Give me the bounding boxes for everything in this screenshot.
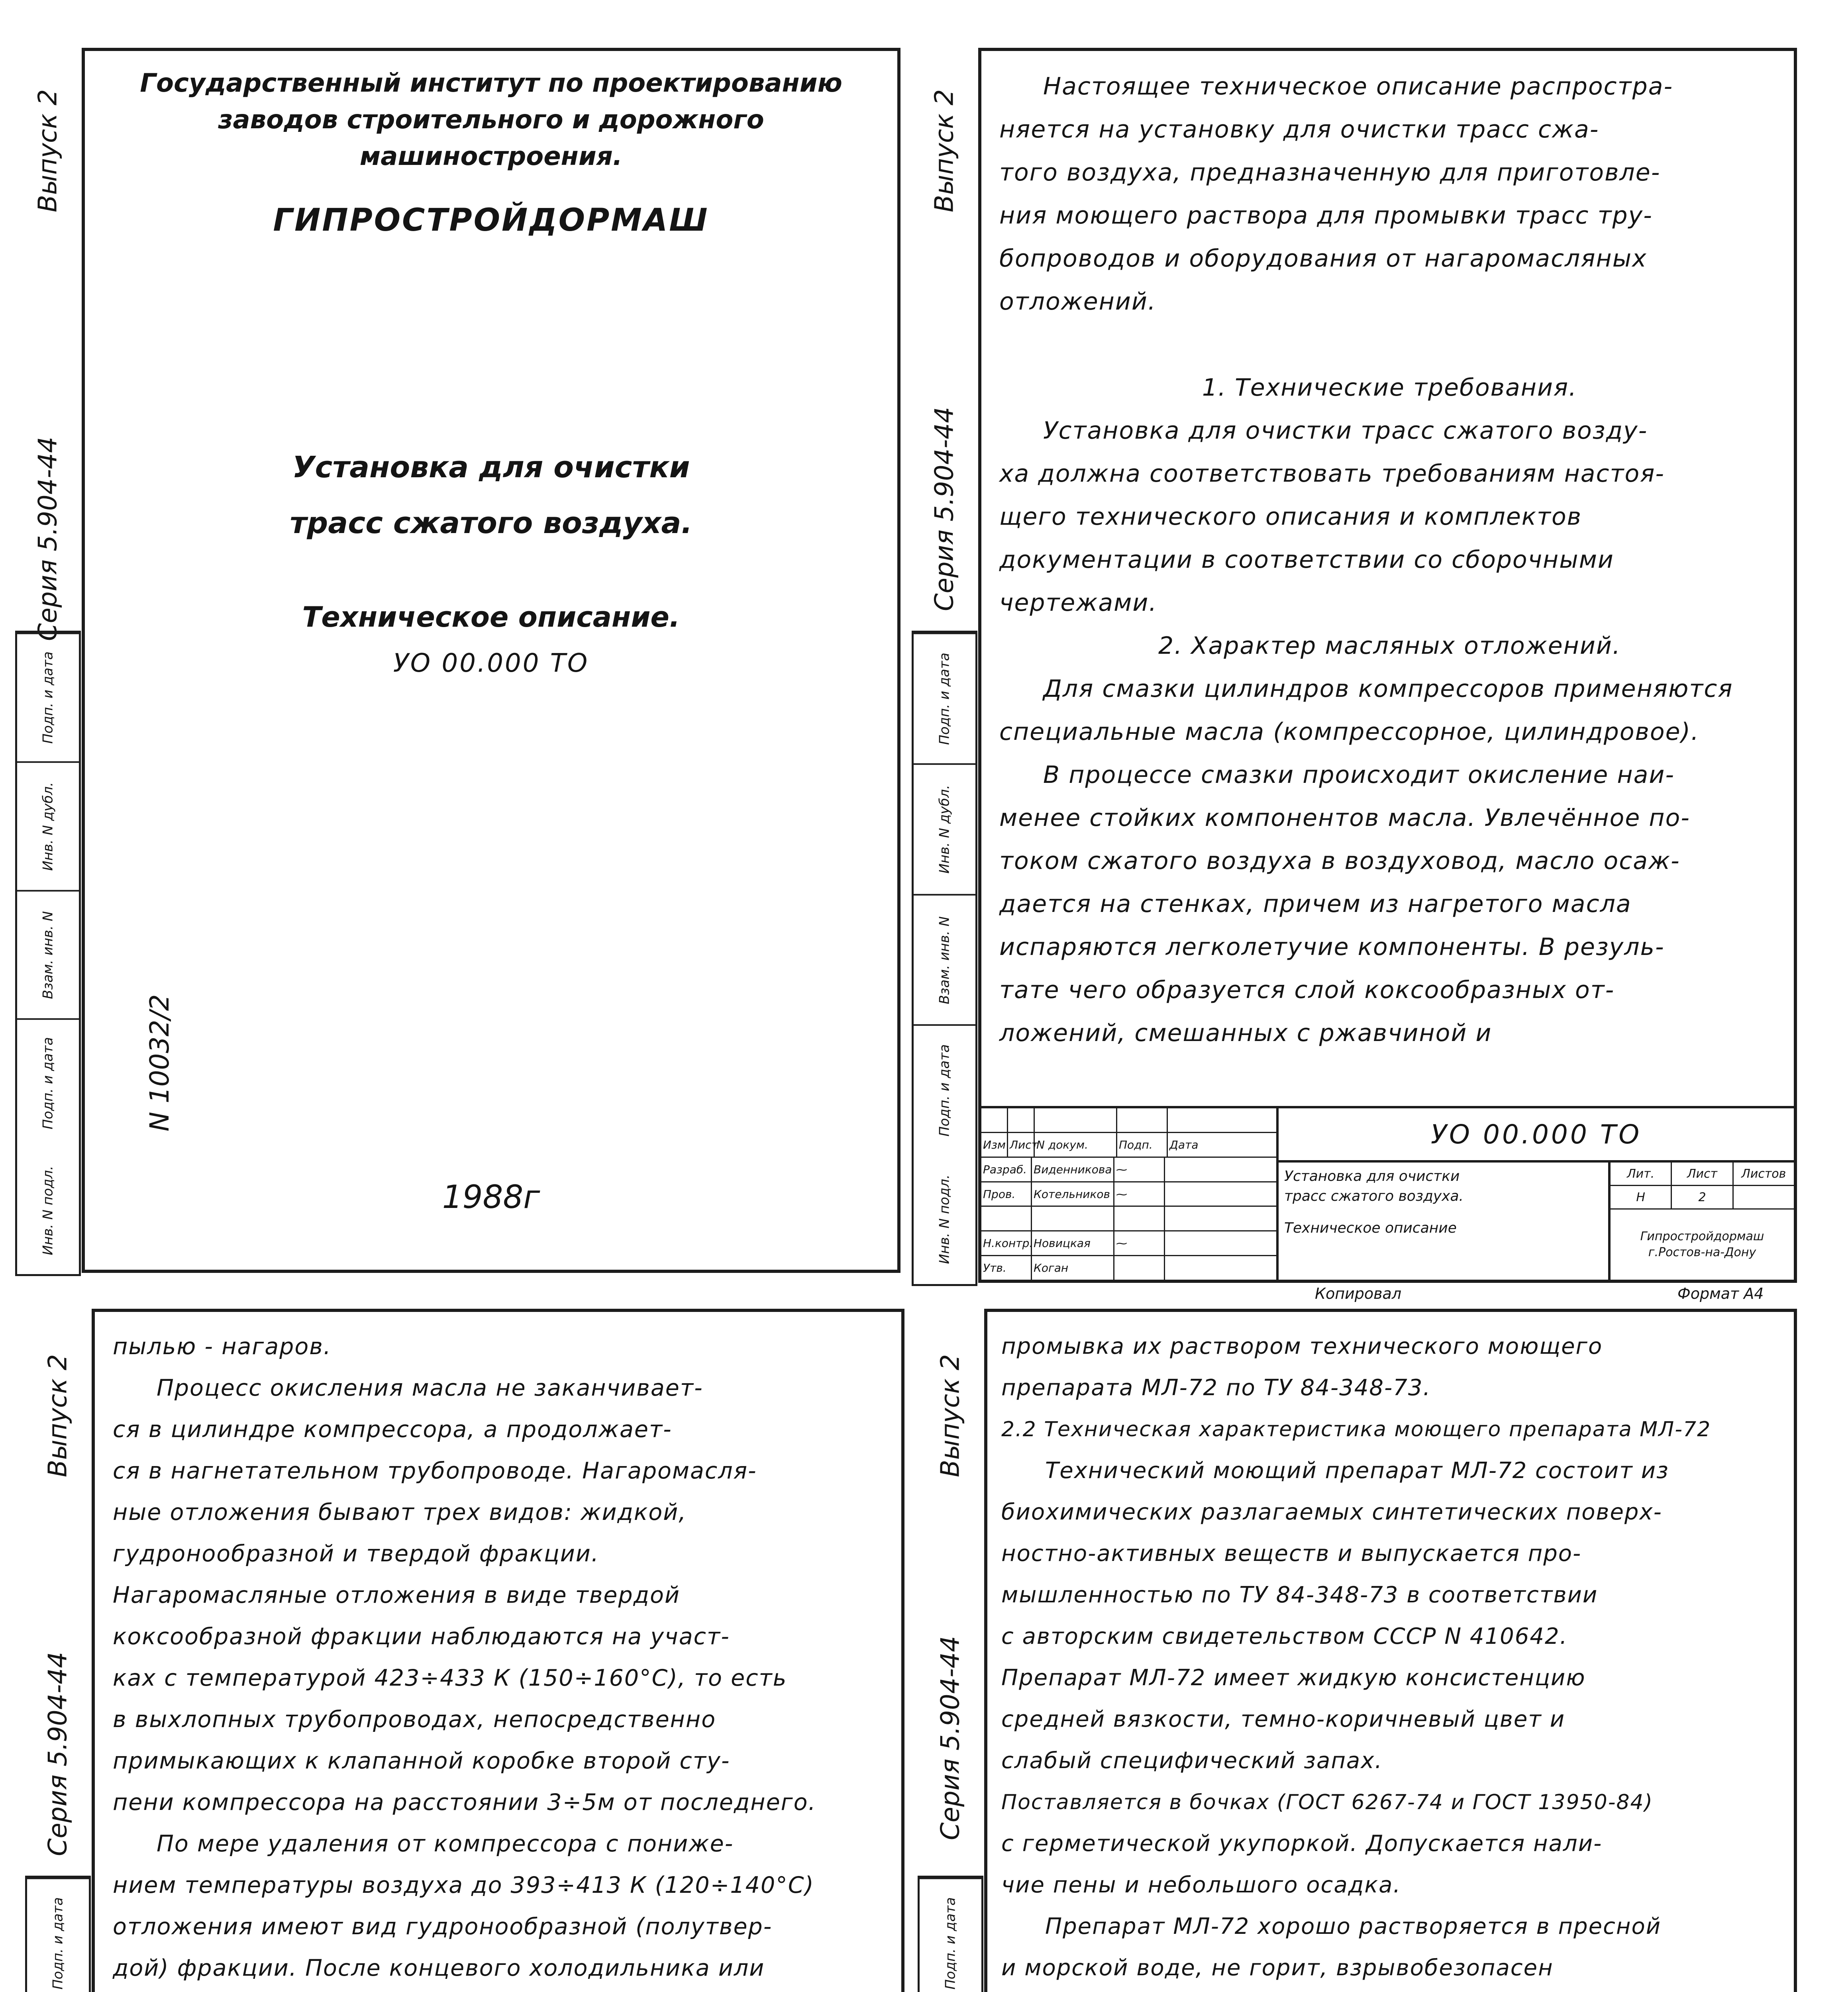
lit-label: Лит. [1611, 1163, 1672, 1185]
series-label: Серия 5.904-44 [43, 1652, 73, 1857]
text-line: чие пены и небольшого осадка. [1001, 1872, 1401, 1898]
signature: ⁓ [1114, 1231, 1165, 1255]
title-line: трасс сжатого воздуха. [290, 506, 693, 540]
lit-value: Н [1611, 1186, 1672, 1208]
text-line: Настоящее техническое описание распростра- [1043, 73, 1673, 100]
page-4-text [1001, 1326, 1784, 1992]
stamp-cell: Подп. и дата [27, 1878, 89, 1992]
text-line: Препарат МЛ-72 хорошо растворяется в пресной [1045, 1914, 1662, 1939]
side-stamp-strip [912, 631, 977, 1286]
desc-line: Установка для очистки [1284, 1168, 1460, 1184]
text-line: ния моющего раствора для промывки трасс тру- [999, 202, 1653, 229]
stamp-cell: Инв. N дубл. [17, 761, 79, 890]
side-margin [918, 1312, 983, 1992]
stamp-org [1611, 1210, 1794, 1280]
stamp-cell: Инв. N дубл. [914, 763, 975, 894]
text-line: ся в цилиндре компрессора, а продолжает- [113, 1416, 672, 1443]
side-margin [25, 1312, 91, 1992]
stamp-header: Подп. [1117, 1133, 1168, 1157]
text-line: в выхлопных трубопроводах, непосредственно [113, 1706, 716, 1733]
text-line: пылью - нагаров. [113, 1333, 332, 1360]
text-line: специальные масла (компрессорное, цилиндровое). [999, 718, 1700, 746]
stamp-cell: Подп. и дата [17, 1018, 79, 1147]
text-line: В процессе смазки происходит окисление наи- [1043, 761, 1675, 789]
section-heading: 1. Технические требования. [1202, 374, 1577, 402]
text-line: няется на установку для очистки трасс сжа- [999, 116, 1599, 143]
text-line [113, 1989, 887, 1992]
institute-name [85, 65, 897, 175]
org-line: г.Ростов-на-Дону [1648, 1245, 1756, 1259]
text-line: дается на стенках, причем из нагретого масла [999, 890, 1632, 918]
text-line: документации в соответствии со сборочными [999, 546, 1614, 574]
stamp-description [1279, 1163, 1611, 1280]
stamp-cell: Взам. инв. N [914, 894, 975, 1025]
stamp-role: Разраб. [981, 1158, 1032, 1181]
stamp-person: Котельников [1032, 1182, 1114, 1206]
text-line: коксообразной фракции наблюдаются на участ- [113, 1623, 730, 1650]
text-line: ложений, смешанных с ржавчиной и [999, 1019, 1492, 1047]
page-3-text [113, 1326, 887, 1992]
stamp-row [981, 1182, 1276, 1207]
text-line: Процесс окисления масла не заканчивает- [157, 1375, 703, 1401]
text-line: ках с температурой 423÷433 К (150÷160°С), то есть [113, 1665, 787, 1691]
text-line: 2.2 Техническая характеристика моющего препарата МЛ-72 [1001, 1418, 1711, 1441]
sheets-label: Листов [1741, 1167, 1786, 1181]
sheet-title-page [33, 48, 900, 1273]
stamp-person: Коган [1032, 1256, 1114, 1280]
text-line: отложений. [999, 288, 1156, 316]
stamp-cell: Подп. и дата [17, 633, 79, 761]
title-line: Установка для очистки [292, 450, 690, 484]
sheet-label: Лист [1672, 1163, 1733, 1185]
sheet-number: 2 [1672, 1186, 1733, 1208]
org-name: ГИПРОСТРОЙДОРМАШ [273, 202, 709, 238]
stamp-role: Пров. [981, 1182, 1032, 1206]
text-line: испаряются легколетучие компоненты. В резуль- [999, 933, 1665, 961]
text-line: По мере удаления от компрессора с пониже- [157, 1831, 734, 1857]
stamp-cell: Инв. N подл. [936, 1174, 953, 1265]
stamp-doc-code: УО 00.000 ТО [1279, 1108, 1794, 1163]
side-margin [912, 51, 977, 1280]
stamp-row [981, 1158, 1276, 1182]
text-line: нием температуры воздуха до 393÷413 К (120÷140°С) [113, 1872, 814, 1898]
text-line: ностно-активных веществ и выпускается про- [1001, 1541, 1582, 1567]
stamp-main [1279, 1108, 1794, 1280]
text-line: ные отложения бывают трех видов: жидкой, [113, 1499, 687, 1525]
text-line: слабый специфический запах. [1001, 1748, 1383, 1774]
text-line: примыкающих к клапанной коробке второй сту- [113, 1748, 730, 1774]
text-line: Поставляется в бочках (ГОСТ 6267-74 и ГОСТ 13950-84) [1001, 1790, 1653, 1814]
text-line: биохимических разлагаемых синтетических поверх- [1001, 1499, 1662, 1525]
desc-line: трасс сжатого воздуха. [1284, 1188, 1463, 1204]
side-stamp-strip [15, 631, 81, 1276]
issue-label: Выпуск 2 [930, 89, 959, 212]
sheet-page-2 [930, 48, 1797, 1283]
side-margin [15, 51, 81, 1270]
institute-line: заводов строительного и дорожного [218, 105, 764, 135]
copied-label: Копировал [1315, 1285, 1402, 1302]
stamp-role: Утв. [981, 1256, 1032, 1280]
text-line: тате чего образуется слой коксообразных от- [999, 976, 1615, 1004]
stamp-header: N докум. [1035, 1133, 1117, 1157]
text-line: промывка их раствором технического моющего [1001, 1333, 1603, 1359]
issue-label: Выпуск 2 [43, 1354, 73, 1477]
text-line: отложения имеют вид гудронообразной (полутвер- [113, 1914, 773, 1940]
document-type: Техническое описание. [302, 601, 680, 633]
stamp-person: Виденникова [1032, 1158, 1114, 1181]
page-2-text [999, 65, 1780, 1055]
document-code: УО 00.000 ТО [393, 649, 589, 678]
institute-line: машиностроения. [359, 142, 623, 171]
stamp-cell: Инв. N подл. [40, 1166, 56, 1255]
stamp-row [981, 1207, 1276, 1231]
text-line: препарата МЛ-72 по ТУ 84-348-73. [1001, 1375, 1431, 1401]
stamp-row [981, 1231, 1276, 1256]
stamp-header-row [981, 1133, 1276, 1158]
stamp-cell: Подп. и дата [914, 633, 975, 763]
stamp-row [981, 1108, 1276, 1133]
sheet-page-3 [43, 1309, 904, 1992]
text-line: средней вязкости, темно-коричневый цвет и [1001, 1706, 1566, 1732]
title-stamp [981, 1106, 1794, 1280]
text-line: бопроводов и оборудования от нагаромасляных [999, 245, 1647, 273]
stamp-header: Изм [981, 1133, 1008, 1157]
desc-line: Техническое описание [1284, 1220, 1457, 1236]
side-stamp-strip [25, 1876, 91, 1992]
text-line: током сжатого воздуха в воздуховод, масло осаж- [999, 847, 1680, 875]
text-line: Установка для очистки трасс сжатого возду- [1043, 417, 1648, 445]
text-line: менее стойких компонентов масла. Увлечённое по- [999, 804, 1690, 832]
year: 1988г [442, 1178, 540, 1216]
stamp-role: Н.контр. [981, 1231, 1032, 1255]
stamp-signatures [981, 1108, 1279, 1280]
text-line: пени компрессора на расстоянии 3÷5м от последнего. [113, 1789, 816, 1816]
text-line: Препарат МЛ-72 имеет жидкую консистенцию [1001, 1665, 1586, 1691]
signature: ⁓ [1114, 1158, 1165, 1181]
text-line: с герметической укупоркой. Допускается нали- [1001, 1831, 1603, 1857]
stamp-row [981, 1256, 1276, 1280]
format-label: Формат А4 [1677, 1285, 1764, 1302]
stamp-cell: Подп. и дата [914, 1024, 975, 1155]
stamp-header: Лист [1008, 1133, 1035, 1157]
text-line: гудронообразной и твердой фракции. [113, 1541, 599, 1567]
series-label: Серия 5.904-44 [930, 407, 959, 612]
text-line: Для смазки цилиндров компрессоров применяются [1043, 675, 1733, 703]
stamp-meta [1611, 1163, 1794, 1280]
stamp-cell: Взам. инв. N [17, 890, 79, 1019]
text-line: дой) фракции. После концевого холодильника или [113, 1955, 765, 1981]
archive-number: N 10032/2 [144, 994, 175, 1132]
issue-label: Выпуск 2 [936, 1354, 965, 1477]
text-line: мышленностью по ТУ 84-348-73 в соответствии [1001, 1582, 1598, 1608]
org-line: Гипростройдормаш [1640, 1229, 1764, 1243]
text-line: ха должна соответствовать требованиям настоя- [999, 460, 1665, 488]
document-title [85, 439, 897, 551]
text-line: и морской воде, не горит, взрывобезопасен [1001, 1955, 1554, 1981]
section-heading: 2. Характер масляных отложений. [1158, 632, 1621, 660]
side-stamp-strip [918, 1876, 983, 1992]
series-label: Серия 5.904-44 [936, 1636, 965, 1841]
sheet-page-4 [936, 1309, 1797, 1992]
text-line: того воздуха, предназначенную для приготовле- [999, 159, 1661, 186]
stamp-cell: Подп. и дата [920, 1878, 981, 1992]
text-line: Нагаромасляные отложения в виде твердой [113, 1582, 681, 1608]
text-line: Технический моющий препарат МЛ-72 состоит из [1045, 1458, 1669, 1484]
issue-label: Выпуск 2 [33, 89, 63, 212]
text-line: ся в нагнетательном трубопроводе. Нагаромасля- [113, 1458, 757, 1484]
text-line: с авторским свидетельством СССР N 410642. [1001, 1623, 1568, 1649]
stamp-header: Дата [1169, 1138, 1199, 1151]
stamp-person: Новицкая [1032, 1231, 1114, 1255]
text-line: чертежами. [999, 589, 1157, 617]
signature: ⁓ [1114, 1182, 1165, 1206]
text-line: щего технического описания и комплектов [999, 503, 1582, 531]
series-label: Серия 5.904-44 [33, 437, 63, 641]
institute-line: Государственный институт по проектированию [140, 69, 842, 98]
text-line [1001, 1989, 1784, 1992]
